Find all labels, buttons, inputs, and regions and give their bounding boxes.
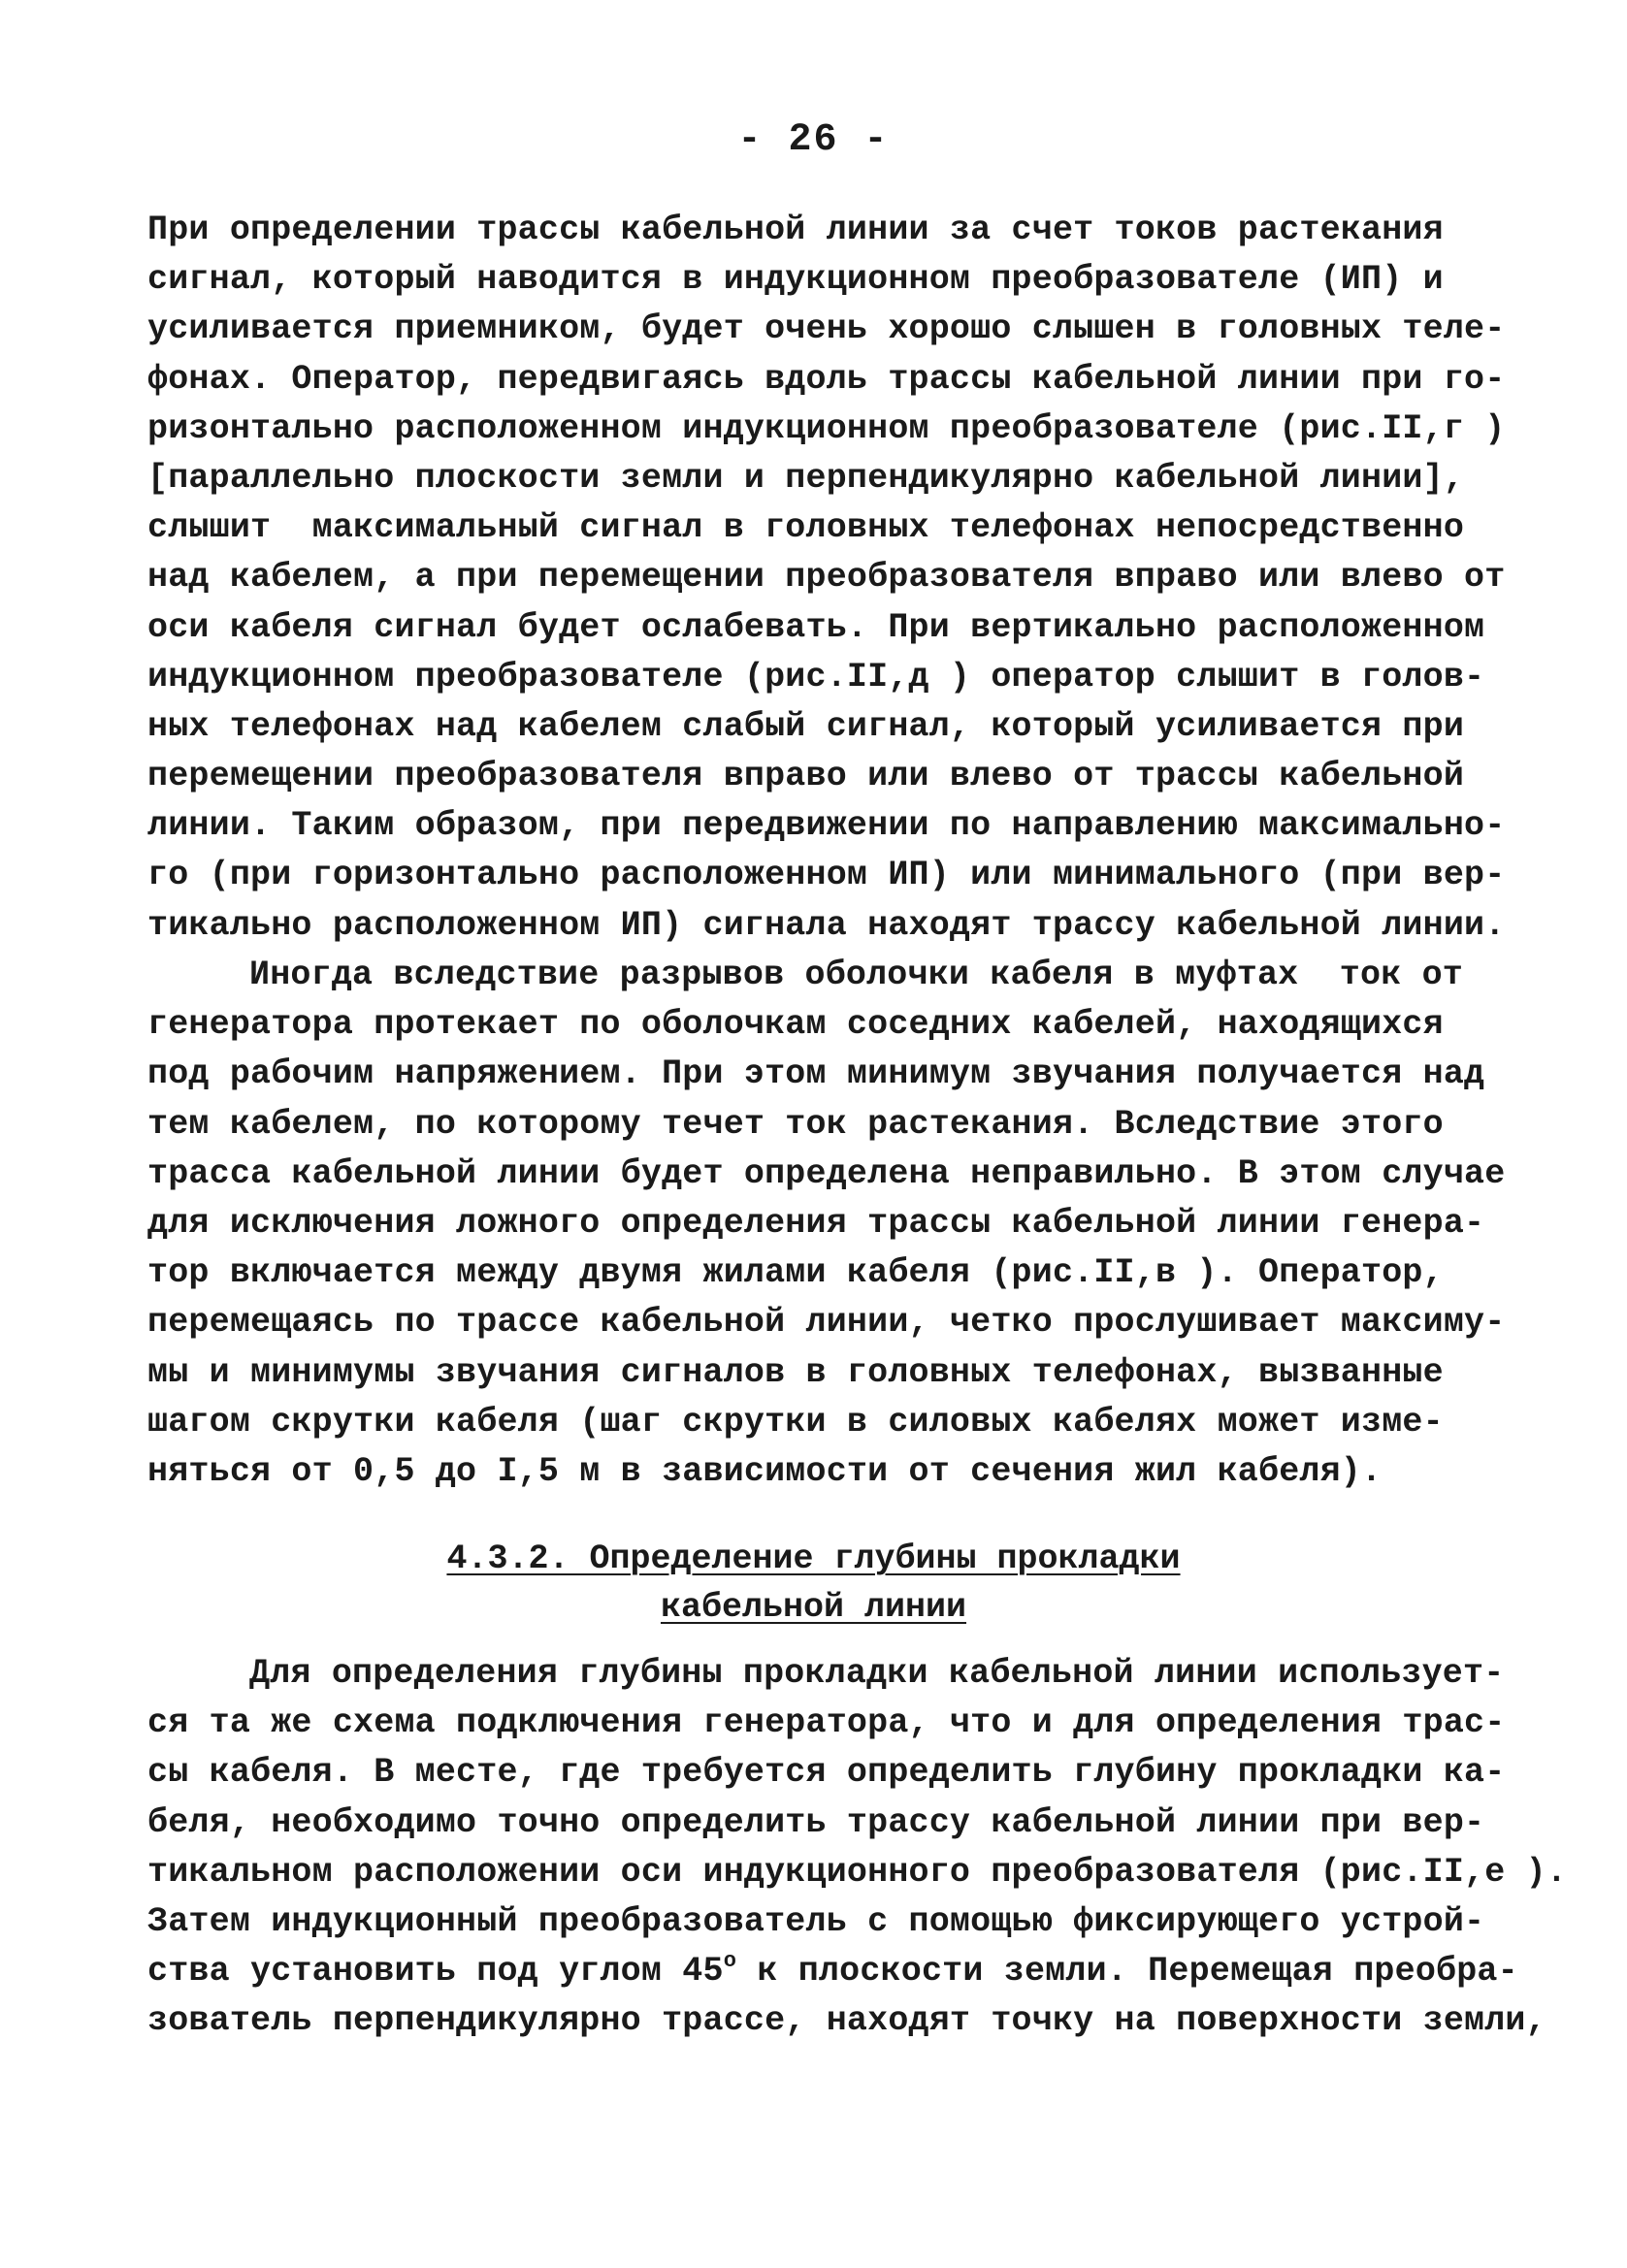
text-line: под рабочим напряжением. При этом минимум звучания получается над bbox=[147, 1054, 1485, 1094]
text-line: шагом скрутки кабеля (шаг скрутки в силовых кабелях может изме- bbox=[147, 1402, 1444, 1442]
text-line bbox=[147, 1649, 1506, 1699]
text-line: беля, необходимо точно определить трассу кабельной линии при вер- bbox=[147, 1802, 1485, 1842]
text-line: усиливается приемником, будет очень хорошо слышен в головных теле- bbox=[147, 309, 1506, 349]
text-line: ных телефонах над кабелем слабый сигнал, который усиливается при bbox=[147, 706, 1465, 746]
section-heading-line bbox=[0, 1583, 1627, 1632]
text-line-content: Для определения глубины прокладки кабельной линии использует- bbox=[249, 1654, 1505, 1693]
text-line: тор включается между двумя жилами кабеля (рис.II,в ). Оператор, bbox=[147, 1253, 1444, 1293]
section-heading-line bbox=[0, 1535, 1627, 1583]
section-heading-subtitle: кабельной линии bbox=[660, 1588, 967, 1627]
text-line: трасса кабельной линии будет определена неправильно. В этом случае bbox=[147, 1153, 1506, 1193]
text-line: ризонтально расположенном индукционном преобразователе (рис.II,г ) bbox=[147, 408, 1506, 448]
text-line: няться от 0,5 до I,5 м в зависимости от сечения жил кабеля). bbox=[147, 1451, 1383, 1491]
text-line: мы и минимумы звучания сигналов в головных телефонах, вызванные bbox=[147, 1352, 1444, 1392]
text-line: перемещении преобразователя вправо или влево от трассы кабельной bbox=[147, 757, 1465, 796]
text-line: го (при горизонтально расположенном ИП) или минимального (при вер- bbox=[147, 856, 1506, 895]
text-line: сы кабеля. В месте, где требуется определить глубину прокладки ка- bbox=[147, 1753, 1506, 1793]
text-line: оси кабеля сигнал будет ослабевать. При вертикально расположенном bbox=[147, 607, 1485, 647]
text-line-content: Иногда вследствие разрывов оболочки кабеля в муфтах ток от bbox=[249, 956, 1464, 994]
section-heading-title: 4.3.2. Определение глубины прокладки bbox=[446, 1539, 1181, 1578]
paragraph-route-detection bbox=[147, 206, 1506, 951]
text-line: При определении трассы кабельной линии за счет токов растекания bbox=[147, 211, 1444, 249]
text-line-before-angle: ства установить под углом 45 bbox=[147, 1952, 724, 1992]
text-line: тикальном расположении оси индукционного преобразователя (рис.II,е ). bbox=[147, 1852, 1568, 1892]
text-line: фонах. Оператор, передвигаясь вдоль трассы кабельной линии при го- bbox=[147, 359, 1506, 399]
text-line bbox=[147, 951, 1506, 1000]
page-number: - 26 - bbox=[737, 118, 890, 162]
text-line: тикально расположенном ИП) сигнала находят трассу кабельной линии. bbox=[147, 905, 1506, 945]
paragraph-sheath-breaks bbox=[147, 951, 1506, 1497]
text-line: индукционном преобразователе (рис.II,д ) оператор слышит в голов- bbox=[147, 657, 1485, 697]
section-heading bbox=[0, 1535, 1627, 1632]
text-line: зователь перпендикулярно трассе, находят точку на поверхности земли, bbox=[147, 2001, 1546, 2041]
paragraph-depth-detection bbox=[147, 1649, 1568, 2047]
text-line: тем кабелем, по которому течет ток растекания. Вследствие этого bbox=[147, 1104, 1444, 1144]
text-line-after-angle: к плоскости земли. Перемещая преобра- bbox=[736, 1952, 1518, 1992]
text-line: сигнал, который наводится в индукционном преобразователе (ИП) и bbox=[147, 260, 1444, 300]
text-line: Затем индукционный преобразователь с помощью фиксирующего устрой- bbox=[147, 1901, 1485, 1941]
text-line bbox=[147, 1947, 1518, 1996]
text-line: генератора протекает по оболочкам соседних кабелей, находящихся bbox=[147, 1005, 1444, 1045]
text-line: над кабелем, а при перемещении преобразователя вправо или влево от bbox=[147, 558, 1506, 598]
text-line: ся та же схема подключения генератора, что и для определения трас- bbox=[147, 1703, 1506, 1743]
text-line: линии. Таким образом, при передвижении по направлению максимально- bbox=[147, 806, 1506, 846]
text-line: слышит максимальный сигнал в головных телефонах непосредственно bbox=[147, 508, 1465, 548]
text-line: перемещаясь по трассе кабельной линии, четко прослушивает максиму- bbox=[147, 1303, 1506, 1343]
degree-superscript: о bbox=[723, 1949, 737, 1974]
text-line: для исключения ложного определения трассы кабельной линии генера- bbox=[147, 1203, 1485, 1243]
text-line: [параллельно плоскости земли и перпендикулярно кабельной линии], bbox=[147, 458, 1465, 498]
